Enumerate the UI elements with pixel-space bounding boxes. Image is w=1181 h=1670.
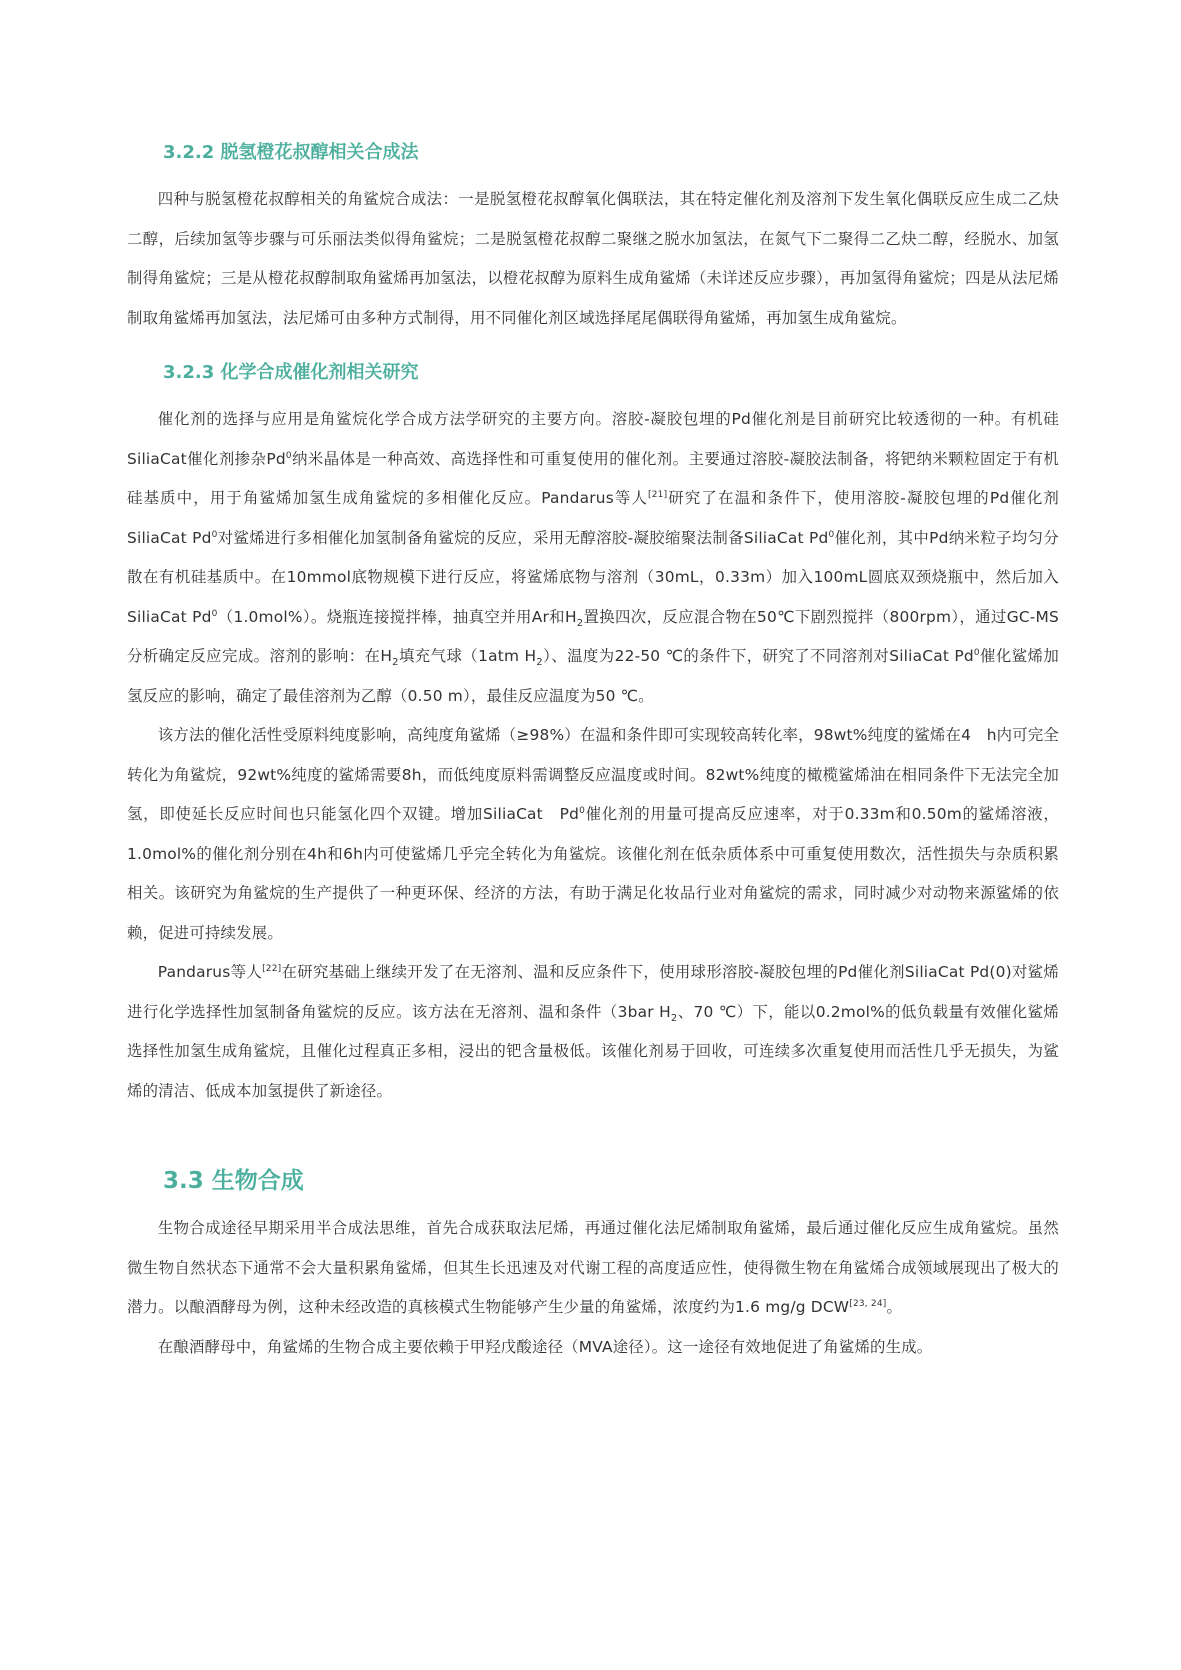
paragraph-3-2-3-activity: 该方法的催化活性受原料纯度影响，高纯度角鲨烯（≥98%）在温和条件即可实现较高转化率，98wt%纯度的鲨烯在4 h内可完全转化为角鲨烷，92wt%纯度的鲨烯需要8h，而低纯度原料需调整反应温度或时间。82wt%纯度的橄榄鲨烯油在相同条件下无法完全加氢，即使延长反应时间也只能氢化四个双键。增加SiliaCat Pd$^0$催化剂的用量可提高反应速率，对于0.33m和0.50m的鲨烯溶液，1.0mol%的催化剂分别在4h和6h内可使鲨烯几乎完全转化为角鲨烷。该催化剂在低杂质体系中可重复使用数次，活性损失与杂质积累相关。该研究为角鲨烷的生产提供了一种更环保、经济的方法，有助于满足化妆品行业对角鲨烷的需求，同时减少对动物来源鲨烯的依赖，促进可持续发展。 bbox=[127, 726, 1060, 942]
section-heading-3-3: 3.3 生物合成 bbox=[163, 1168, 304, 1194]
paragraph-3-3-bio: 生物合成途径早期采用半合成法思维，首先合成获取法尼烯，再通过催化法尼烯制取角鲨烯，最后通过催化反应生成角鲨烷。虽然微生物自然状态下通常不会大量积累角鲨烯，但其生长迅速及对代谢工程的高度适应性，使得微生物在角鲨烯合成领域展现出了极大的潜力。以酿酒酵母为例，这种未经改造的真核模式生物能够产生少量的角鲨烯，浓度约为1.6 mg/g DCW[23, 24]。 bbox=[127, 1219, 1059, 1316]
paragraph-3-3-mva: 在酿酒酵母中，角鲨烯的生物合成主要依赖于甲羟戊酸途径（MVA途径）。这一途径有效地促进了角鲨烯的生成。 bbox=[157, 1337, 933, 1356]
section-heading-3-2-2: 3.2.2 脱氢橙花叔醇相关合成法 bbox=[163, 142, 419, 163]
paragraph-3-2-2: 四种与脱氢橙花叔醇相关的角鲨烷合成法：一是脱氢橙花叔醇氧化偶联法，其在特定催化剂及溶剂下发生氧化偶联反应生成二乙炔二醇，后续加氢等步骤与可乐丽法类似得角鲨烷；二是脱氢橙花叔醇二聚继之脱水加氢法，在氮气下二聚得二乙炔二醇，经脱水、加氢制得角鲨烷；三是从橙花叔醇制取角鲨烯再加氢法，以橙花叔醇为原料生成角鲨烯（未详述反应步骤），再加氢得角鲨烷；四是从法尼烯制取角鲨烯再加氢法，法尼烯可由多种方式制得，用不同催化剂区域选择尾尾偶联得角鲨烯，再加氢生成角鲨烷。 bbox=[127, 190, 1059, 327]
paragraph-3-2-3-catalyst: 催化剂的选择与应用是角鲨烷化学合成方法学研究的主要方向。溶胶-凝胶包埋的Pd催化剂是目前研究比较透彻的一种。有机硅SiliaCat催化剂掺杂Pd$^0$纳米晶体是一种高效、高选择性和可重复使用的催化剂。主要通过溶胶-凝胶法制备，将钯纳米颗粒固定于有机硅基质中，用于角鲨烯加氢生成角鲨烷的多相催化反应。Pandarus等人[21]研究了在温和条件下，使用溶胶-凝胶包埋的Pd催化剂SiliaCat Pd$^0$对鲨烯进行多相催化加氢制备角鲨烷的反应，采用无醇溶胶-凝胶缩聚法制备SiliaCat Pd$^0$催化剂，其中Pd纳米粒子均匀分散在有机硅基质中。在10mmol底物规模下进行反应，将鲨烯底物与溶剂（30mL，0.33m）加入100mL圆底双颈烧瓶中，然后加入SiliaCat Pd$^0$（1.0mol%）。烧瓶连接搅拌棒，抽真空并用Ar和$H_2$置换四次，反应混合物在50℃下剧烈搅拌（800rpm），通过GC-MS分析确定反应完成。溶剂的影响：在$H_2$填充气球（1atm $H_2$）、温度为22-50 ℃的条件下，研究了不同溶剂对SiliaCat Pd$^0$催化鲨烯加氢反应的影响，确定了最佳溶剂为乙醇（0.50 m），最佳反应温度为50 ℃。 bbox=[127, 410, 1060, 705]
section-heading-3-2-3: 3.2.3 化学合成催化剂相关研究 bbox=[163, 362, 419, 383]
paragraph-3-2-3-pandarus: Pandarus等人[22]在研究基础上继续开发了在无溶剂、温和反应条件下，使用球形溶胶-凝胶包埋的Pd催化剂SiliaCat Pd(0)对鲨烯进行化学选择性加氢制备角鲨烷的反应。该方法在无溶剂、温和条件（3bar $H_2$、70 ℃）下，能以0.2mol%的低负载量有效催化鲨烯选择性加氢生成角鲨烷，且催化过程真正多相，浸出的钯含量极低。该催化剂易于回收，可连续多次重复使用而活性几乎无损失，为鲨烯的清洁、低成本加氢提供了新途径。 bbox=[127, 963, 1060, 1100]
